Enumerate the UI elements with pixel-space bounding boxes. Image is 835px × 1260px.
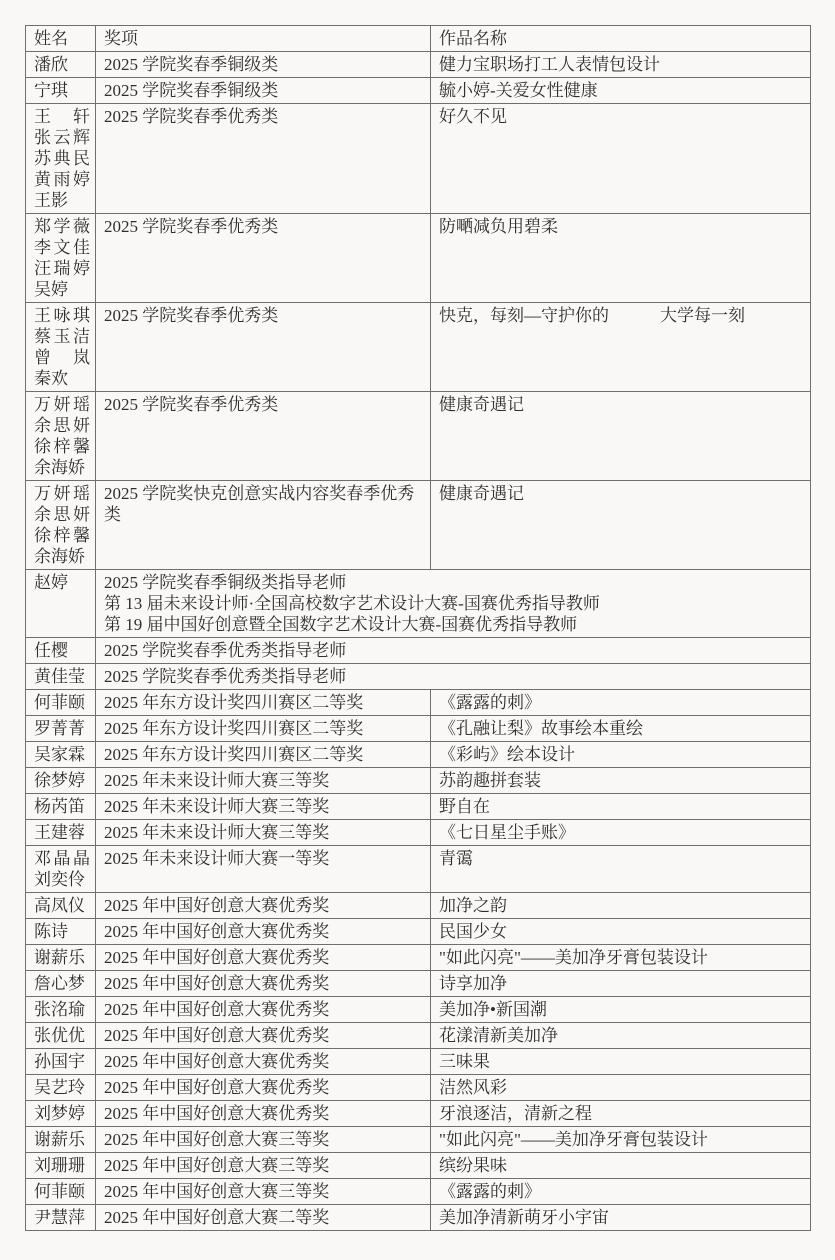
award-cell: [96, 846, 431, 893]
student-name-cell: [26, 52, 96, 78]
work-title-cell: 美加净清新萌牙小宇宙: [431, 1205, 811, 1231]
award-line: 2025 学院奖春季优秀类指导老师: [104, 641, 347, 660]
work-title-cell: 三味果: [431, 1049, 811, 1075]
award-cell: [96, 690, 431, 716]
award-cell: [96, 893, 431, 919]
award-cell: [96, 716, 431, 742]
student-name-cell: [26, 1205, 96, 1231]
student-name-cell: [26, 794, 96, 820]
table-row: [26, 846, 811, 893]
table-row: [26, 768, 811, 794]
student-name: 余思妍: [34, 505, 90, 524]
award-line: 2025 年未来设计师大赛三等奖: [104, 823, 330, 842]
award-line: 2025 年中国好创意大赛优秀奖: [104, 1000, 330, 1019]
student-name: 徐梓馨: [34, 526, 90, 545]
awards-table: [25, 25, 811, 1231]
award-line: 2025 年中国好创意大赛优秀奖: [104, 1104, 330, 1123]
table-row: [26, 1153, 811, 1179]
table-row: [26, 214, 811, 303]
student-name-cell: [26, 945, 96, 971]
award-line: 2025 年中国好创意大赛二等奖: [104, 1208, 330, 1227]
student-name-cell: [26, 1101, 96, 1127]
student-name-cell: [26, 303, 96, 392]
student-name-cell: [26, 1075, 96, 1101]
table-row: [26, 1023, 811, 1049]
student-name: 谢薪乐: [34, 1130, 85, 1149]
award-cell: [96, 570, 811, 638]
award-cell: [96, 78, 431, 104]
student-name: 刘梦婷: [34, 1104, 85, 1123]
award-line: 2025 年中国好创意大赛优秀奖: [104, 1052, 330, 1071]
student-name-cell: [26, 716, 96, 742]
student-name: 余海娇: [34, 547, 85, 566]
awards-table-body: [26, 52, 811, 1231]
work-title-cell: 缤纷果味: [431, 1153, 811, 1179]
work-title-cell: 毓小婷-关爱女性健康: [431, 78, 811, 104]
student-name-cell: [26, 392, 96, 481]
work-title-cell: 防嗮减负用碧柔: [431, 214, 811, 303]
student-name: 万妍瑶: [34, 484, 90, 503]
student-name: 刘奕伶: [34, 870, 85, 889]
award-cell: [96, 820, 431, 846]
table-row: [26, 945, 811, 971]
work-title-cell: 好久不见: [431, 104, 811, 214]
student-name-cell: [26, 971, 96, 997]
award-cell: [96, 104, 431, 214]
student-name-cell: [26, 214, 96, 303]
student-name: 张云辉: [34, 128, 90, 147]
award-cell: [96, 303, 431, 392]
table-row: [26, 570, 811, 638]
award-cell: [96, 919, 431, 945]
award-cell: [96, 1179, 431, 1205]
student-name: 王咏琪: [34, 306, 90, 325]
student-name-cell: [26, 570, 96, 638]
award-cell: [96, 1075, 431, 1101]
work-title-cell: 健力宝职场打工人表情包设计: [431, 52, 811, 78]
student-name: 高凤仪: [34, 896, 85, 915]
award-cell: [96, 794, 431, 820]
student-name: 苏典民: [34, 149, 90, 168]
award-cell: [96, 945, 431, 971]
student-name: 徐梦婷: [34, 771, 85, 790]
work-title-cell: "如此闪亮"——美加净牙膏包装设计: [431, 945, 811, 971]
award-line: 2025 年东方设计奖四川赛区二等奖: [104, 693, 364, 712]
table-row: [26, 820, 811, 846]
work-title-cell: 花漾清新美加净: [431, 1023, 811, 1049]
table-row: [26, 971, 811, 997]
award-line: 2025 年未来设计师大赛三等奖: [104, 797, 330, 816]
student-name-cell: [26, 742, 96, 768]
table-row: [26, 1179, 811, 1205]
work-title-cell: 健康奇遇记: [431, 481, 811, 570]
student-name: 谢薪乐: [34, 948, 85, 967]
award-line: 2025 学院奖快克创意实战内容奖春季优秀类: [104, 484, 415, 524]
table-row: [26, 664, 811, 690]
student-name: 徐梓馨: [34, 437, 90, 456]
award-line: 2025 年未来设计师大赛一等奖: [104, 849, 330, 868]
student-name: 吴婷: [34, 280, 68, 299]
work-title-cell: 洁然风彩: [431, 1075, 811, 1101]
work-title-cell: 《孔融让梨》故事绘本重绘: [431, 716, 811, 742]
student-name-cell: [26, 104, 96, 214]
award-cell: [96, 1023, 431, 1049]
student-name: 尹慧萍: [34, 1208, 85, 1227]
award-cell: [96, 1205, 431, 1231]
award-line: 2025 学院奖春季优秀类: [104, 217, 279, 236]
award-line: 2025 年中国好创意大赛优秀奖: [104, 922, 330, 941]
student-name: 黄佳莹: [34, 667, 85, 686]
student-name: 陈诗: [34, 922, 68, 941]
student-name: 孙国宇: [34, 1052, 85, 1071]
award-line: 2025 年中国好创意大赛优秀奖: [104, 974, 330, 993]
student-name: 任樱: [34, 641, 68, 660]
student-name: 詹心梦: [34, 974, 85, 993]
award-cell: [96, 52, 431, 78]
work-title-cell: 《彩屿》绘本设计: [431, 742, 811, 768]
student-name: 王影: [34, 191, 68, 210]
work-title-cell: 苏韵趣拼套装: [431, 768, 811, 794]
award-line: 2025 年东方设计奖四川赛区二等奖: [104, 745, 364, 764]
header-award: 奖项: [96, 26, 431, 52]
award-line: 第 13 届未来设计师·全国高校数字艺术设计大赛-国赛优秀指导教师: [104, 594, 600, 613]
student-name: 郑学薇: [34, 217, 90, 236]
work-title-cell: 《七日星尘手账》: [431, 820, 811, 846]
student-name: 黄雨婷: [34, 170, 90, 189]
student-name-cell: [26, 78, 96, 104]
award-line: 2025 年中国好创意大赛三等奖: [104, 1130, 330, 1149]
work-title-cell: 《露露的刺》: [431, 1179, 811, 1205]
student-name: 王建蓉: [34, 823, 85, 842]
student-name: 余海娇: [34, 458, 85, 477]
student-name-cell: [26, 1153, 96, 1179]
student-name: 万妍瑶: [34, 395, 90, 414]
award-line: 2025 学院奖春季铜级类指导老师: [104, 573, 347, 592]
award-line: 2025 学院奖春季优秀类: [104, 395, 279, 414]
student-name-cell: [26, 1179, 96, 1205]
student-name: 蔡玉洁: [34, 327, 90, 346]
award-line: 2025 学院奖春季优秀类: [104, 306, 279, 325]
award-cell: [96, 768, 431, 794]
header-name: 姓名: [26, 26, 96, 52]
student-name-cell: [26, 820, 96, 846]
table-row: [26, 690, 811, 716]
student-name-cell: [26, 846, 96, 893]
student-name: 余思妍: [34, 416, 90, 435]
work-title-cell: 诗享加净: [431, 971, 811, 997]
work-title-cell: 快克，每刻—守护你的 大学每一刻: [431, 303, 811, 392]
table-row: [26, 481, 811, 570]
table-row: [26, 52, 811, 78]
award-cell: [96, 742, 431, 768]
award-cell: [96, 971, 431, 997]
award-cell: [96, 638, 811, 664]
award-line: 2025 年中国好创意大赛优秀奖: [104, 1026, 330, 1045]
work-title-cell: 牙浪逐洁，清新之程: [431, 1101, 811, 1127]
student-name-cell: [26, 664, 96, 690]
table-row: [26, 1075, 811, 1101]
student-name: 罗菁菁: [34, 719, 85, 738]
award-line: 2025 学院奖春季铜级类: [104, 81, 279, 100]
award-line: 2025 学院奖春季优秀类: [104, 107, 279, 126]
work-title-cell: "如此闪亮"——美加净牙膏包装设计: [431, 1127, 811, 1153]
table-row: [26, 392, 811, 481]
award-cell: [96, 392, 431, 481]
work-title-cell: 民国少女: [431, 919, 811, 945]
student-name: 李文佳: [34, 238, 90, 257]
student-name-cell: [26, 690, 96, 716]
student-name: 吴艺玲: [34, 1078, 85, 1097]
student-name-cell: [26, 768, 96, 794]
student-name: 何菲颐: [34, 693, 85, 712]
table-row: [26, 742, 811, 768]
work-title-cell: 健康奇遇记: [431, 392, 811, 481]
student-name: 赵婷: [34, 573, 68, 592]
table-row: [26, 78, 811, 104]
table-row: [26, 1127, 811, 1153]
student-name: 张洺瑜: [34, 1000, 85, 1019]
student-name: 吴家霖: [34, 745, 85, 764]
student-name: 邓晶晶: [34, 849, 90, 868]
award-cell: [96, 214, 431, 303]
student-name: 张优优: [34, 1026, 85, 1045]
award-cell: [96, 481, 431, 570]
table-row: [26, 794, 811, 820]
work-title-cell: 加净之韵: [431, 893, 811, 919]
table-row: [26, 1101, 811, 1127]
table-row: [26, 1205, 811, 1231]
student-name: 杨芮笛: [34, 797, 85, 816]
student-name-cell: [26, 1049, 96, 1075]
table-row: [26, 716, 811, 742]
student-name: 秦欢: [34, 369, 68, 388]
student-name-cell: [26, 997, 96, 1023]
table-row: [26, 303, 811, 392]
student-name-cell: [26, 638, 96, 664]
table-row: [26, 104, 811, 214]
student-name: 王轩: [34, 107, 90, 126]
work-title-cell: 《露露的刺》: [431, 690, 811, 716]
award-cell: [96, 1127, 431, 1153]
table-row: [26, 1049, 811, 1075]
award-cell: [96, 1049, 431, 1075]
award-cell: [96, 1153, 431, 1179]
table-row: [26, 997, 811, 1023]
student-name: 汪瑞婷: [34, 259, 90, 278]
work-title-cell: 美加净•新国潮: [431, 997, 811, 1023]
award-line: 2025 年东方设计奖四川赛区二等奖: [104, 719, 364, 738]
award-line: 第 19 届中国好创意暨全国数字艺术设计大赛-国赛优秀指导教师: [104, 615, 578, 634]
student-name-cell: [26, 481, 96, 570]
student-name-cell: [26, 919, 96, 945]
student-name-cell: [26, 1127, 96, 1153]
award-cell: [96, 664, 811, 690]
student-name: 何菲颐: [34, 1182, 85, 1201]
student-name-cell: [26, 893, 96, 919]
student-name: 宁琪: [34, 81, 68, 100]
table-row: [26, 919, 811, 945]
student-name: 曾岚: [34, 348, 90, 367]
work-title-cell: 青霭: [431, 846, 811, 893]
table-header-row: [26, 26, 811, 52]
award-cell: [96, 1101, 431, 1127]
award-line: 2025 年中国好创意大赛三等奖: [104, 1182, 330, 1201]
award-line: 2025 年中国好创意大赛优秀奖: [104, 1078, 330, 1097]
table-row: [26, 638, 811, 664]
student-name: 刘珊珊: [34, 1156, 85, 1175]
table-row: [26, 893, 811, 919]
award-cell: [96, 997, 431, 1023]
work-title-cell: 野自在: [431, 794, 811, 820]
award-line: 2025 年中国好创意大赛三等奖: [104, 1156, 330, 1175]
award-line: 2025 学院奖春季铜级类: [104, 55, 279, 74]
award-line: 2025 学院奖春季优秀类指导老师: [104, 667, 347, 686]
award-line: 2025 年未来设计师大赛三等奖: [104, 771, 330, 790]
student-name: 潘欣: [34, 55, 68, 74]
header-work-title: 作品名称: [431, 26, 811, 52]
award-line: 2025 年中国好创意大赛优秀奖: [104, 896, 330, 915]
student-name-cell: [26, 1023, 96, 1049]
award-line: 2025 年中国好创意大赛优秀奖: [104, 948, 330, 967]
